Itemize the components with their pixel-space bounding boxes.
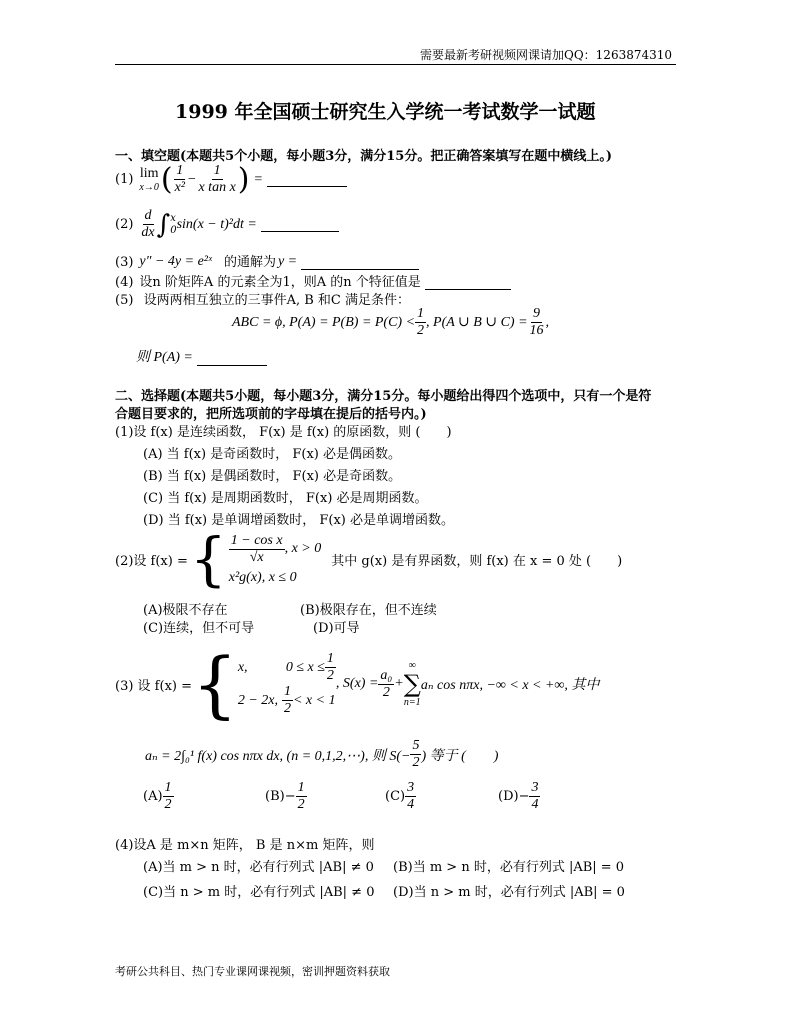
sigma-icon: ∑ (403, 670, 421, 698)
header-rule (115, 64, 676, 65)
nine-sixteenths: $\frac{9}{16}$ (529, 306, 544, 338)
s2-q3-option-b[interactable]: (B) − $\frac{1}{2}$ (265, 780, 305, 812)
frac-2: $\frac{1}{\text{x tan x}}$ (198, 163, 236, 195)
lim-symbol: lim (139, 166, 159, 181)
answer-blank-2[interactable] (261, 230, 339, 232)
s2-q3-an (145, 738, 498, 771)
s1-q3-y: y = (277, 254, 298, 269)
s1-q2-body: sin(x − t)²dt = (176, 216, 257, 232)
s2-q2-option-c[interactable]: (C)连续，但不可导 (143, 621, 255, 636)
s1-q1: (1) lim x→0 ( $\frac{1}{\text{x²}}$ − $\frac{1}{\text{x tan x}}$ ) = (115, 163, 347, 196)
case1-half: $\frac{1}{2}$ (326, 651, 334, 683)
case1-cond: 0 ≤ x ≤ (285, 659, 325, 675)
brace-left-2: { (192, 642, 238, 726)
s2-q4-stem: (4)设A 是 m×n 矩阵， B 是 n×m 矩阵，则 (115, 838, 375, 853)
s2-q3-option-d[interactable]: (D) − $\frac{3}{4}$ (498, 780, 539, 812)
s1-q4-num: (4) (115, 275, 134, 290)
cond-part1: ABC = ϕ, P(A) = P(B) = P(C) < (232, 314, 416, 330)
int-lower: 0 (170, 224, 177, 236)
s2-q3-option-a[interactable]: (A) $\frac{1}{2}$ (143, 780, 172, 812)
s2-q2-lead: (2)设 f(x) = (115, 553, 188, 569)
s2-q2 (115, 525, 623, 593)
half-frac: $\frac{1}{2}$ (417, 306, 425, 338)
cond-part2: , P(A ∪ B ∪ C) = (426, 315, 528, 330)
s2-q1-option-a[interactable]: (A) 当 f(x) 是奇函数时， F(x) 必是偶函数。 (143, 447, 401, 462)
derivative-op: $\frac{d}{dx}$ (141, 208, 155, 240)
cond-comma: , (545, 314, 550, 330)
s2-q3 (115, 642, 600, 726)
s1-q5-condition (232, 306, 549, 339)
case2-val: 2 − 2x, (237, 692, 278, 708)
s1-q5-then (136, 346, 267, 366)
case2: x²g(x), x ≤ 0 (228, 569, 297, 585)
footer-text: 考研公共科目、热门专业课网课视频，密训押题资料获取 (115, 965, 390, 978)
page-title: 1999 年全国硕士研究生入学统一考试数学一试题 (175, 101, 596, 123)
s1-q2 (115, 208, 339, 241)
s1-q4 (115, 271, 511, 290)
s2-q4-option-d[interactable]: (D)当 n > m 时，必有行列式 |AB| = 0 (393, 885, 625, 900)
case1-cond: , x > 0 (284, 541, 322, 556)
answer-blank-3[interactable] (301, 268, 419, 270)
case2-cond: < x < 1 (292, 692, 336, 708)
s1-q3-expr: y″ − 4y = e²ˣ (139, 254, 212, 269)
s2-q1-option-c[interactable]: (C) 当 f(x) 是周期函数时， F(x) 必是周期函数。 (143, 491, 428, 506)
s2-q2-option-b[interactable]: (B)极限存在，但不连续 (300, 603, 437, 618)
s1-q5-text: 设两两相互独立的三事件A, B 和C 满足条件： (143, 293, 410, 308)
s2-q2-tail: 其中 g(x) 是有界函数，则 f(x) 在 x = 0 处 ( ) (331, 553, 623, 569)
a0-half: $\frac{\text{a₀}}{2}$ (380, 667, 393, 700)
an-formula: aₙ = 2∫₀¹ f(x) cos nπx dx, (n = 0,1,2,⋯), 则 S(− (145, 748, 411, 764)
minus-sign: − (187, 171, 197, 187)
plus-sign: + (394, 676, 404, 691)
section2-heading-line1: 二、选择题(本题共5小题，每小题3分，满分15分。每小题给出得四个选项中，只有一个是符 (115, 389, 652, 404)
s-lead: , S(x) = (335, 676, 379, 691)
lim-subscript: x→0 (139, 182, 159, 193)
case1-val: x, (237, 659, 248, 675)
s2-q1-option-d[interactable]: (D) 当 f(x) 是单调增函数时， F(x) 必是单调增函数。 (143, 513, 455, 528)
header-notice: 需要最新考研视频网课请加QQ：1263874310 (420, 48, 673, 62)
s2-q1-stem: (1)设 f(x) 是连续函数， F(x) 是 f(x) 的原函数，则 ( ) (115, 425, 452, 440)
equals-sign: = (253, 171, 263, 187)
series-tail: aₙ cos nπx, −∞ < x < +∞, 其中 (420, 678, 600, 693)
s2-q4-option-a[interactable]: (A)当 m > n 时，必有行列式 |AB| ≠ 0 (143, 860, 374, 875)
an-tail: ) 等于 ( ) (421, 748, 499, 764)
integral-sign: ∫ (156, 209, 171, 240)
brace-left: { (189, 525, 227, 593)
s2-q4-option-b[interactable]: (B)当 m > n 时，必有行列式 |AB| = 0 (393, 860, 625, 875)
case2-half: $\frac{1}{2}$ (283, 684, 291, 716)
s2-q2-option-a[interactable]: (A)极限不存在 (143, 603, 228, 618)
s2-q3-option-c[interactable]: (C) $\frac{3}{4}$ (385, 780, 415, 812)
s1-q3-num: (3) (115, 255, 134, 270)
s1-q3-text: 的通解为 (223, 255, 276, 270)
s2-q2-option-d[interactable]: (D)可导 (313, 621, 360, 636)
s1-q3 (115, 251, 419, 270)
case1-frac: $\frac{\text{1 − cos x}}{√x}$ (230, 532, 283, 565)
s2-q4-option-c[interactable]: (C)当 n > m 时，必有行列式 |AB| ≠ 0 (143, 885, 375, 900)
five-halves: $\frac{5}{2}$ (412, 738, 420, 770)
s2-q3-lead: (3) 设 f(x) = (115, 678, 192, 694)
then-pa: 则 P(A) = (136, 350, 193, 365)
frac-1: $\frac{1}{\text{x²}}$ (174, 163, 186, 195)
sum-lower: n=1 (403, 697, 421, 708)
answer-blank-1[interactable] (267, 185, 347, 187)
s1-q1-num: (1) (115, 172, 134, 187)
section1-heading: 一、填空题(本题共5个小题，每小题3分，满分15分。把正确答案填写在题中横线上。) (115, 149, 612, 164)
sum-upper: ∞ (408, 660, 416, 671)
s1-q2-num: (2) (115, 217, 134, 232)
int-upper: x (170, 212, 176, 224)
section2-heading-line2: 合题目要求的，把所选项前的字母填在提后的括号内。) (115, 407, 427, 422)
s1-q4-text: 设n 阶矩阵A 的元素全为1，则A 的n 个特征值是 (139, 275, 421, 290)
s2-q1-option-b[interactable]: (B) 当 f(x) 是偶函数时， F(x) 必是奇函数。 (143, 469, 402, 484)
s1-q5-num: (5) (115, 293, 134, 308)
answer-blank-4[interactable] (425, 288, 511, 290)
answer-blank-5[interactable] (197, 364, 267, 366)
